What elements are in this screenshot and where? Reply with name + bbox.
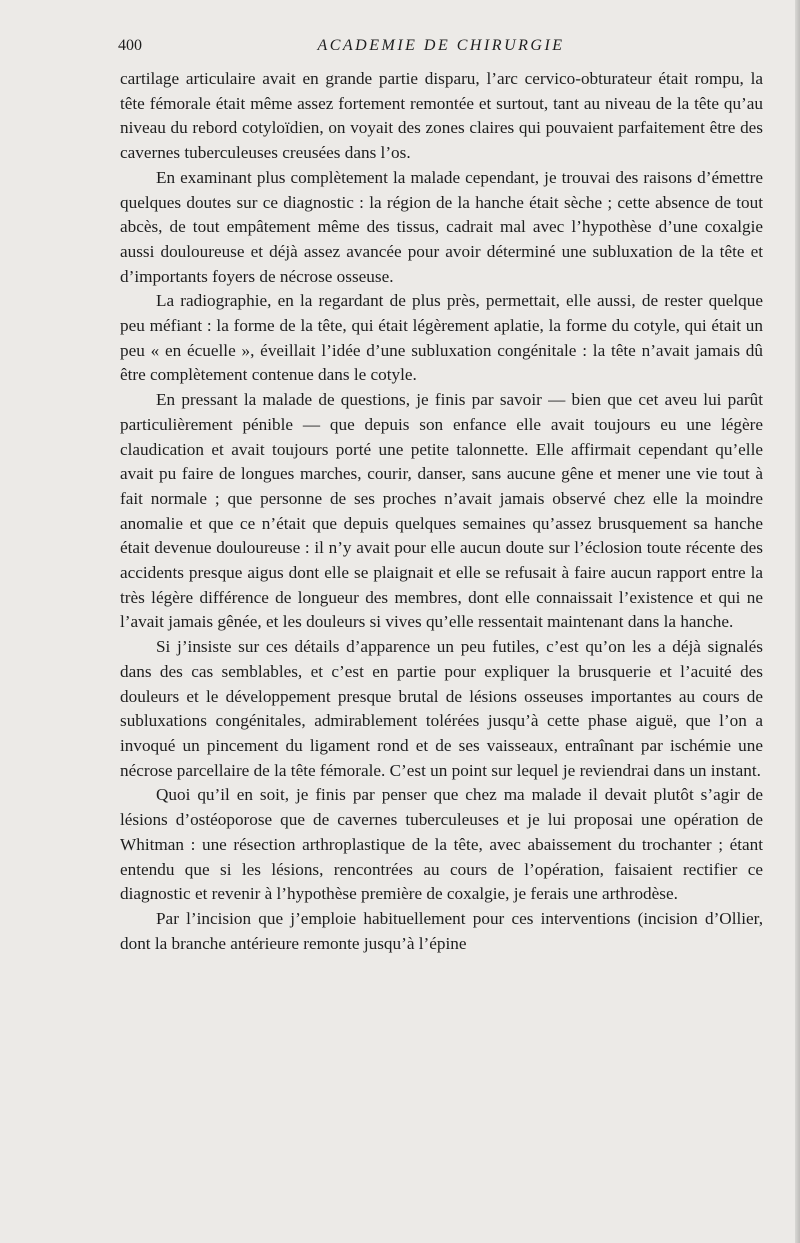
paragraph: cartilage articulaire avait en grande partie disparu, l’arc cervico-obturateur était rompu, la tête fémorale était même assez fortement remontée et surtout, tant au niveau de la tête qu’au niveau du rebord cotyloïdien, on voyait des zones claires qui pouvaient parfaitement être des cavernes tuberculeuses creusées dans l’os. — [120, 69, 763, 163]
running-title: ACADEMIE DE CHIRURGIE — [317, 37, 565, 54]
paragraph: En pressant la malade de questions, je finis par savoir — bien que cet aveu lui parût particulièrement pénible — que depuis son enfance elle avait toujours eu une légère claudication et avait toujours porté une petite talonnette. Elle affirmait cependant qu’elle avait pu faire de longues marches, courir, danser, sans aucune gêne et mener une vie tout à fait normale ; que personne de ses proches n’avait jamais observé chez elle la moindre anomalie et que ce n’était que depuis quelques semaines qu’assez brusquement sa hanche était devenue douloureuse : il n’y avait pour elle aucun doute sur l’éclosion toute récente des accidents presque aigus dont elle se plaignait et elle se refusait à faire aucun rapport entre la très légère différence de longueur des membres, dont elle connaissait l’existence et qui ne l’avait jamais gênée, et les douleurs si vives qu’elle ressentait maintenant dans la hanche. — [120, 390, 763, 632]
paragraph: Quoi qu’il en soit, je finis par penser que chez ma malade il devait plutôt s’agir de lésions d’ostéoporose que de cavernes tuberculeuses et je lui proposai une opération de Whitman : une résection arthroplastique de la tête, avec abaissement du trochanter ; étant entendu que si les lésions, rencontrées au cours de l’opération, faisaient rectifier ce diagnostic et revenir à l’hypothèse première de coxalgie, je ferais une arthrodèse. — [120, 785, 763, 904]
paragraph: En examinant plus complètement la malade cependant, je trouvai des raisons d’émettre quelques doutes sur ce diagnostic : la région de la hanche était sèche ; cette absence de tout abcès, de tout empâtement même des tissus, cadrait mal avec l’hypothèse d’une coxalgie aussi douloureuse et déjà assez avancée pour avoir déterminé une subluxation de la tête et d’importants foyers de nécrose osseuse. — [120, 167, 763, 286]
paragraph: La radiographie, en la regardant de plus près, permettait, elle aussi, de rester quelque peu méfiant : la forme de la tête, qui était légèrement aplatie, la forme du cotyle, qui était un peu « en écuelle », éveillait l’idée d’une subluxation congénitale : la tête n’avait jamais dû être complètement contenue dans le cotyle. — [120, 291, 763, 385]
page-edge-shadow — [795, 0, 800, 1243]
paragraph: Si j’insiste sur ces détails d’apparence un peu futiles, c’est qu’on les a déjà signalés dans des cas semblables, et c’est en partie pour expliquer la brusquerie et l’acuité des douleurs et le développement presque brutal de lésions osseuses importantes au cours de subluxations congénitales, admirablement tolérées jusqu’à cette phase aiguë, que l’on a invoqué un pincement du ligament rond et de ses vaisseaux, entraînant par ischémie une nécrose parcellaire de la tête fémorale. C’est un point sur lequel je reviendrai dans un instant. — [120, 637, 763, 780]
page-header — [118, 36, 764, 60]
body-text — [120, 67, 763, 956]
page-number: 400 — [118, 37, 142, 54]
paragraph: Par l’incision que j’emploie habituellement pour ces interventions (incision d’Ollier, dont la branche antérieure remonte jusqu’à l’épine — [120, 908, 763, 953]
